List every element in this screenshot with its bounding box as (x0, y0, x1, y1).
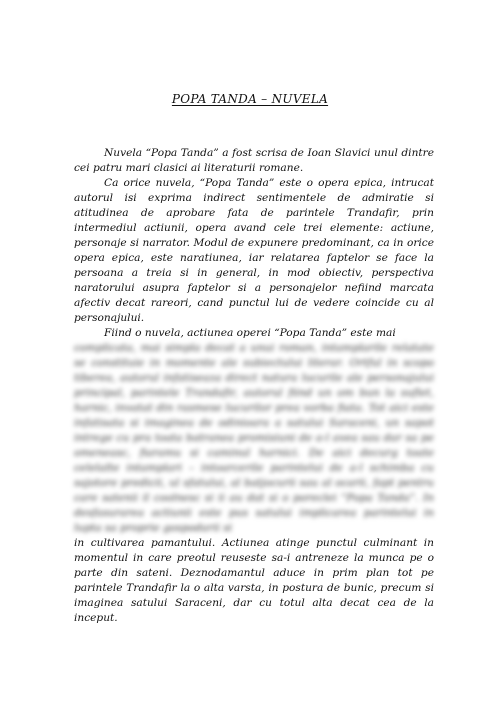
paragraph-intro: Nuvela “Popa Tanda” a fost scrisa de Ioan Slavici unul dintre cei patru mari clasici ai literaturii romane. (74, 147, 434, 174)
paragraph-closing: in cultivarea pamantului. Actiunea atinge punctul culminant in momentul in care preotul reuseste sa-i antreneze la munca pe o parte din sateni. Deznodamantul aduce in prim plan tot pe parintele Trandafir la o alta varsta, in postura de bunic, precum si imaginea satului Saraceni, dar cu totul alta decat cea de la inceput. (74, 537, 434, 624)
document-title: POPA TANDA – NUVELA (171, 92, 329, 106)
paragraph-epic: Ca orice nuvela, “Popa Tanda” este o opera epica, intrucat autorul isi exprima indirect sentimentele de admiratie si atitudinea de aprobare fata de parintele Trandafir, prin intermediul actiunii, opera avand cele trei elemente: actiune, personaje si narrator. Modul de expunere predominant, ca in orice opera epica, este naratiunea, iar relatarea faptelor se face la persoana a treia si in general, in mod obiectiv, perspectiva naratorului asupra faptelor si a personajelor nefiind marcata afectiv decat rareori, cand punctul lui de vedere coincide cu al personajului. (74, 177, 434, 324)
paragraph-action-start: Fiind o nuvela, actiunea operei “Popa Tanda” este mai (104, 327, 396, 339)
document-body (74, 146, 434, 626)
blurred-text-block: complicata, mai simpla decat a unui roman, intamplarile relatate se constituie in momente ale subiectului literar. Ortful in scopo tiberea, autorul infatiseaza direct natura lucurile ale personajului principal, parintele Trandafir, autorul fiind un om bun la suflet, harnic, invatat din rasmese lucurilor prea vorba fiata. Tot aici este infatisata si imaginea de odinioara a satului Saraceni, un sapot intrege cu pra toata batranea promisiuni de a-l avea sau dar sa pe omeneasc, fiaramu si caminul harnici. De aici decurg toate celelalte intamplari – intoarcerile parintelui de a-l schimba cu sajotore predicii, ul sfatului, al batjocurii sau al ocarii, fapt pentru care satenii il coolnesc si ii au dat si o poreclei “Popa Tanda”. In desfasurarea actiunii este pus satului implicarea parintelui in lupta sa proprie gospodarii si (74, 342, 434, 534)
